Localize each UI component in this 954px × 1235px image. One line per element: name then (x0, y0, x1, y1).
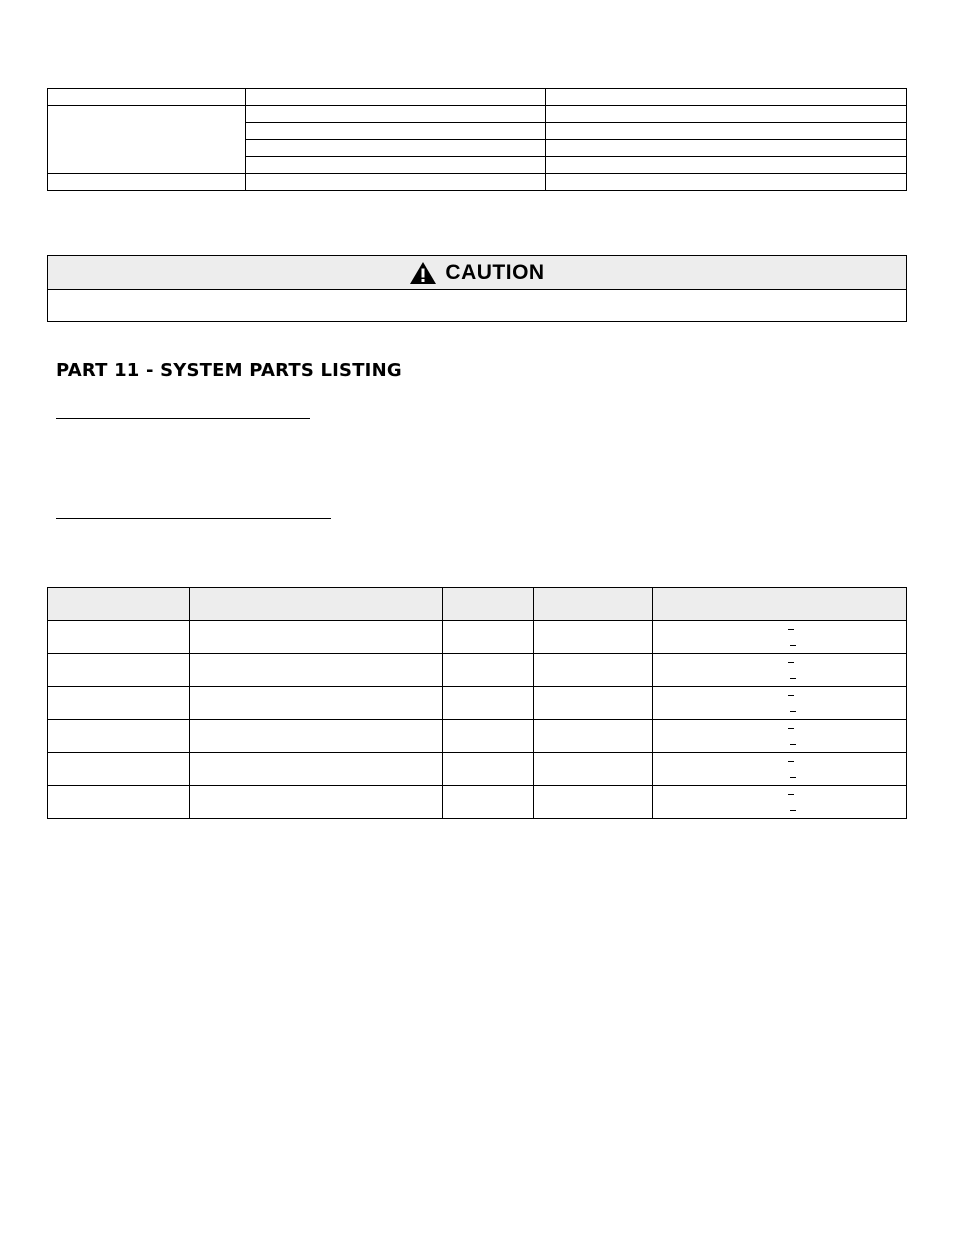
parts-table-cell (48, 753, 190, 786)
spec-table-cell (546, 174, 907, 191)
parts-table-cell (653, 753, 907, 786)
parts-table-cell (443, 621, 534, 654)
parts-table-cell (534, 621, 653, 654)
parts-table-cell (534, 687, 653, 720)
page-title: PART 11 - SYSTEM PARTS LISTING (56, 360, 402, 381)
heading-underline (56, 418, 310, 419)
parts-table-cell (653, 654, 907, 687)
dash-mark (790, 810, 796, 811)
parts-table-cell (190, 687, 443, 720)
spec-table-header-cell (546, 89, 907, 106)
parts-table-header-cell (443, 588, 534, 621)
spec-table-merged-cell (48, 106, 246, 174)
caution-header (48, 256, 906, 290)
warning-triangle-icon (409, 261, 437, 285)
dash-mark (788, 695, 794, 696)
parts-table-cell (48, 720, 190, 753)
parts-table-cell (190, 654, 443, 687)
parts-table-cell (534, 786, 653, 819)
parts-table-row (48, 720, 907, 753)
parts-table (47, 587, 907, 819)
spec-table-cell (546, 140, 907, 157)
parts-table-cell (48, 654, 190, 687)
dash-mark (790, 678, 796, 679)
parts-table-cell (48, 786, 190, 819)
spec-table-cell (546, 123, 907, 140)
heading-underline (56, 518, 331, 519)
spec-table-cell (246, 106, 546, 123)
spec-table-row (48, 174, 907, 191)
parts-table-cell (443, 753, 534, 786)
spec-table-header-cell (48, 89, 246, 106)
spec-table-header-cell (246, 89, 546, 106)
spec-table-row (48, 106, 907, 123)
parts-table-cell (443, 786, 534, 819)
spec-table-cell (246, 123, 546, 140)
parts-table-cell (443, 654, 534, 687)
parts-table-cell (190, 753, 443, 786)
parts-table-row (48, 687, 907, 720)
dash-mark (788, 728, 794, 729)
spec-table-cell (48, 174, 246, 191)
dash-mark (790, 777, 796, 778)
parts-table-cell (534, 753, 653, 786)
parts-table-header-cell (534, 588, 653, 621)
parts-table-cell (534, 654, 653, 687)
spec-table (47, 88, 907, 191)
spec-table-header-row (48, 89, 907, 106)
parts-table-header-cell (48, 588, 190, 621)
caution-title: CAUTION (445, 260, 545, 284)
parts-table-row (48, 753, 907, 786)
parts-table-header-row (48, 588, 907, 621)
parts-table-row (48, 786, 907, 819)
spec-table-cell (546, 157, 907, 174)
dash-mark (788, 794, 794, 795)
dash-mark (788, 662, 794, 663)
parts-table-cell (534, 720, 653, 753)
parts-table-cell (190, 720, 443, 753)
spec-table-cell (246, 140, 546, 157)
dash-mark (788, 629, 794, 630)
dash-mark (790, 645, 796, 646)
parts-table-cell (653, 687, 907, 720)
parts-table-row (48, 621, 907, 654)
parts-table-cell (190, 621, 443, 654)
parts-table-cell (190, 786, 443, 819)
parts-table-header-cell (190, 588, 443, 621)
parts-table-cell (443, 687, 534, 720)
spec-table-cell (246, 174, 546, 191)
parts-table-header-cell (653, 588, 907, 621)
caution-box (47, 255, 907, 322)
parts-table-row (48, 654, 907, 687)
parts-table-cell (653, 621, 907, 654)
dash-mark (790, 744, 796, 745)
spec-table-cell (546, 106, 907, 123)
parts-table-cell (48, 621, 190, 654)
parts-table-cell (443, 720, 534, 753)
dash-mark (788, 761, 794, 762)
parts-table-cell (48, 687, 190, 720)
spec-table-cell (246, 157, 546, 174)
dash-mark (790, 711, 796, 712)
parts-table-cell (653, 720, 907, 753)
parts-table-cell (653, 786, 907, 819)
